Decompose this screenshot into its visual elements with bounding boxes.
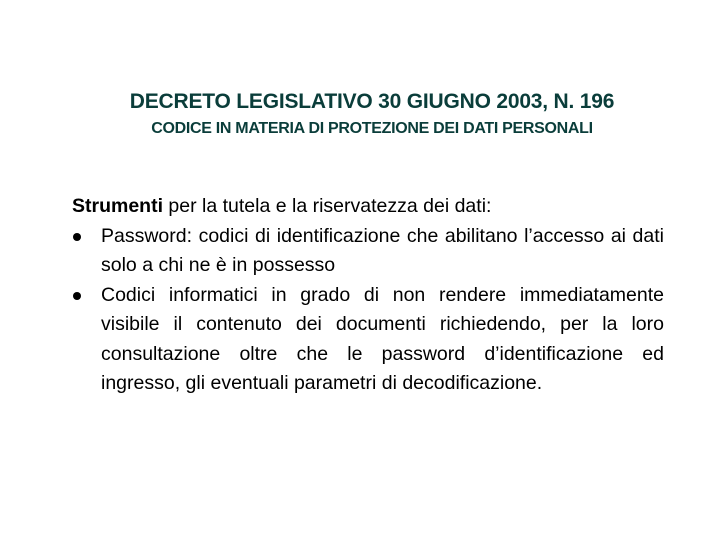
intro-text: per la tutela e la riservatezza dei dati: — [163, 195, 492, 217]
slide-content — [72, 192, 664, 399]
page-subtitle: CODICE IN MATERIA DI PROTEZIONE DEI DATI PERSONALI — [151, 120, 593, 137]
bullet-icon — [73, 292, 81, 300]
bullet-icon — [73, 233, 81, 241]
bullet-text: Password: codici di identificazione che abilitano l’accesso ai dati solo a chi ne è in possesso — [101, 224, 664, 276]
list-item — [72, 281, 664, 399]
bullet-text: Codici informatici in grado di non rendere immediatamente visibile il contenuto dei documenti richiedendo, per la loro consultazione oltre che le password d’identificazione ed ingresso, gli eventuali parametri di decodificazione. — [101, 283, 664, 394]
bullet-list — [72, 222, 664, 399]
intro-line — [72, 192, 664, 222]
list-item — [72, 222, 664, 281]
intro-bold-term: Strumenti — [72, 195, 164, 217]
page-title: DECRETO LEGISLATIVO 30 GIUGNO 2003, N. 196 — [129, 90, 615, 113]
